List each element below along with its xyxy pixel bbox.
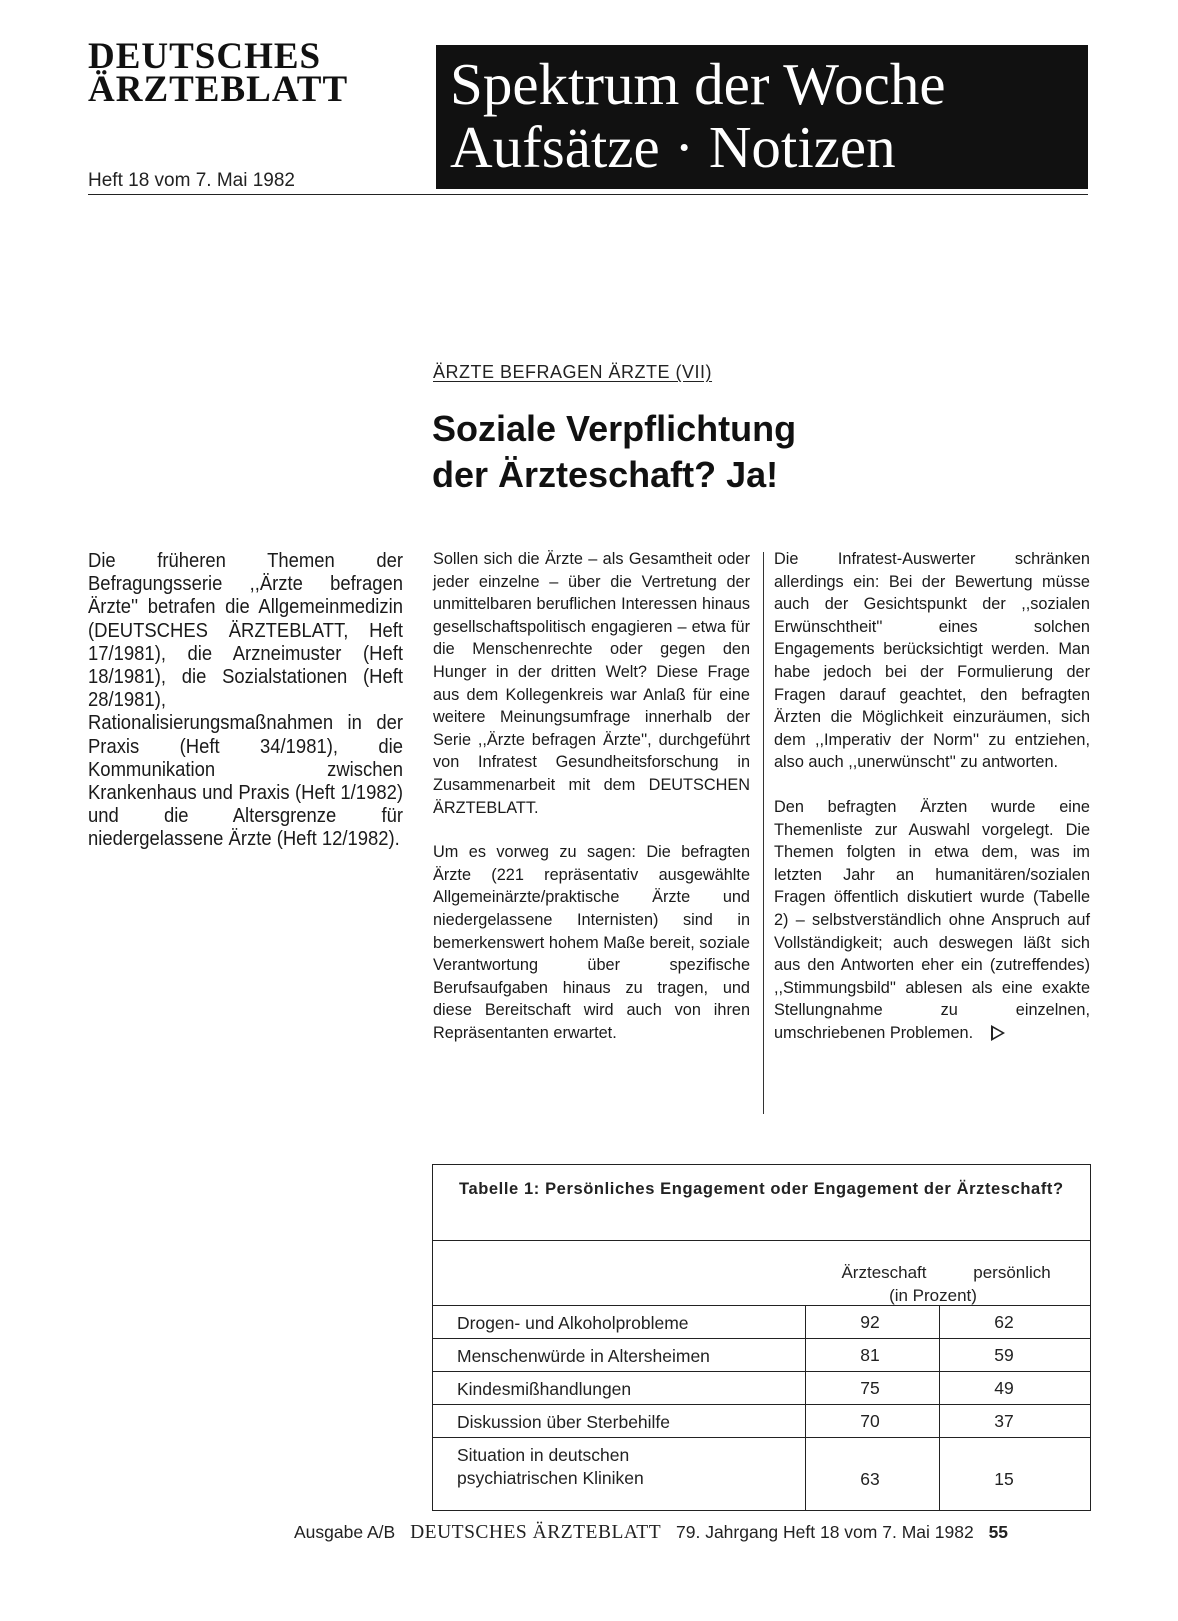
row-label: Drogen- und Alkoholprobleme bbox=[457, 1313, 689, 1333]
article-headline bbox=[432, 406, 796, 498]
table-row bbox=[433, 1339, 1090, 1372]
row-label: Kindesmißhandlungen bbox=[457, 1379, 632, 1399]
body-column-1 bbox=[433, 548, 750, 1066]
continue-arrow-icon bbox=[991, 1025, 1005, 1041]
paragraph: Sollen sich die Ärzte – als Gesamtheit oder jeder einzelne – über die Vertretung der unmittelbaren beruflichen Interessen hinaus gesellschaftspolitisch engagieren – etwa für die Menschenrechte oder gegen den Hunger in der dritten Welt? Diese Frage aus dem Kollegenkreis war Anlaß für eine weitere Meinungsumfrage innerhalb der Serie ,,Ärzte befragen Ärzte'', durchgeführt von Infratest Gesundheitsforschung in Zusammenarbeit mit dem DEUTSCHEN ÄRZTEBLATT. bbox=[433, 550, 750, 817]
logo-line-2: ÄRZTEBLATT bbox=[88, 69, 349, 110]
header-rule bbox=[88, 194, 1088, 195]
table-header-aerzteschaft: Ärzteschaft bbox=[841, 1263, 927, 1282]
value-aerzteschaft: 81 bbox=[860, 1345, 880, 1365]
section-banner bbox=[436, 45, 1088, 189]
footer-journal: DEUTSCHES ÄRZTEBLATT bbox=[410, 1522, 662, 1543]
article-kicker: ÄRZTE BEFRAGEN ÄRZTE (VII) bbox=[433, 362, 713, 382]
row-label: Menschenwürde in Altersheimen bbox=[457, 1346, 710, 1366]
row-label bbox=[457, 1444, 644, 1490]
table-row bbox=[433, 1438, 1090, 1501]
value-aerzteschaft: 75 bbox=[860, 1378, 880, 1398]
paragraph: Die Infratest-Auswerter schränken allerdings ein: Bei der Bewertung müsse auch der Gesichtspunkt der ,,sozialen Erwünschtheit'' eines solchen Engagements berücksichtigt werden. Man habe jedoch bei der Formulierung der Fragen darauf geachtet, den befragten Ärzten die Möglichkeit einzuräumen, sich dem ,,Imperativ der Norm'' zu entziehen, also auch ,,unerwünscht'' zu antworten. bbox=[774, 550, 1090, 772]
footer-volume: 79. Jahrgang Heft 18 vom 7. Mai 1982 bbox=[676, 1522, 974, 1542]
body-column-2 bbox=[774, 548, 1090, 1066]
table-caption: Tabelle 1: Persönliches Engagement oder Engagement der Ärzteschaft? bbox=[433, 1165, 1090, 1241]
row-label: Diskussion über Sterbehilfe bbox=[457, 1412, 671, 1432]
table-1 bbox=[432, 1164, 1091, 1511]
logo-line-1: DEUTSCHES bbox=[88, 36, 322, 77]
page-footer bbox=[294, 1522, 1008, 1544]
value-persoenlich: 37 bbox=[994, 1411, 1014, 1431]
column-divider bbox=[763, 552, 764, 1114]
headline-line-1: Soziale Verpflichtung bbox=[432, 408, 797, 449]
table-row bbox=[433, 1306, 1090, 1339]
table-unit: (in Prozent) bbox=[889, 1286, 977, 1305]
page-number: 55 bbox=[988, 1522, 1009, 1542]
row-label-line-2: psychiatrischen Kliniken bbox=[457, 1468, 644, 1488]
paragraph bbox=[774, 796, 1090, 1045]
table-header-persoenlich: persönlich bbox=[973, 1263, 1051, 1282]
value-persoenlich: 49 bbox=[994, 1378, 1014, 1398]
article-intro: Die früheren Themen der Befragungsserie ,,Ärzte befragen Ärzte'' betrafen die Allgemeinmedizin (DEUTSCHES ÄRZTEBLATT, Heft 17/1981), die Arzneimuster (Heft 18/1981), die Sozialstationen (Heft 28/1981), Rationalisierungsmaßnahmen in der Praxis (Heft 34/1981), die Kommunikation zwischen Krankenhaus und Praxis (Heft 1/1982) und die Altersgrenze für niedergelassene Ärzte (Heft 12/1982). bbox=[88, 549, 403, 851]
value-persoenlich: 62 bbox=[994, 1312, 1014, 1332]
journal-logo bbox=[88, 36, 408, 110]
value-aerzteschaft: 70 bbox=[860, 1411, 880, 1431]
section-title-line-2: Aufsätze · Notizen bbox=[450, 114, 896, 180]
table-row bbox=[433, 1405, 1090, 1438]
table-row bbox=[433, 1372, 1090, 1405]
row-label-line-1: Situation in deutschen bbox=[457, 1445, 630, 1465]
headline-line-2: der Ärzteschaft? Ja! bbox=[432, 454, 779, 495]
footer-edition: Ausgabe A/B bbox=[294, 1522, 396, 1542]
value-aerzteschaft: 92 bbox=[860, 1312, 880, 1332]
value-persoenlich: 15 bbox=[994, 1469, 1014, 1489]
section-title-line-1: Spektrum der Woche bbox=[450, 51, 946, 117]
value-aerzteschaft: 63 bbox=[860, 1469, 880, 1489]
table-body bbox=[433, 1305, 1090, 1501]
value-persoenlich: 59 bbox=[994, 1345, 1014, 1365]
paragraph: Um es vorweg zu sagen: Die befragten Ärzte (221 repräsentativ ausgewählte Allgemeinärzte/praktische Ärzte und niedergelassene Internisten) sind in bemerkenswert hohem Maße bereit, soziale Verantwortung über spezifische Berufsaufgaben hinaus zu tragen, und diese Bereitschaft wird auch von ihren Repräsentanten erwartet. bbox=[433, 843, 750, 1042]
issue-date: Heft 18 vom 7. Mai 1982 bbox=[88, 170, 295, 191]
paragraph-text: Den befragten Ärzten wurde eine Themenliste zur Auswahl vorgelegt. Die Themen folgten in etwa dem, was im letzten Jahr an humanitären/sozialen Fragen öffentlich diskutiert wurde (Tabelle 2) – selbstverständlich ohne Anspruch auf Vollständigkeit; auch deswegen läßt sich aus den Antworten eher ein (zutreffendes) ,,Stimmungsbild'' ablesen als eine exakte Stellungnahme zu einzelnen, umschriebenen Problemen. bbox=[774, 797, 1090, 1042]
